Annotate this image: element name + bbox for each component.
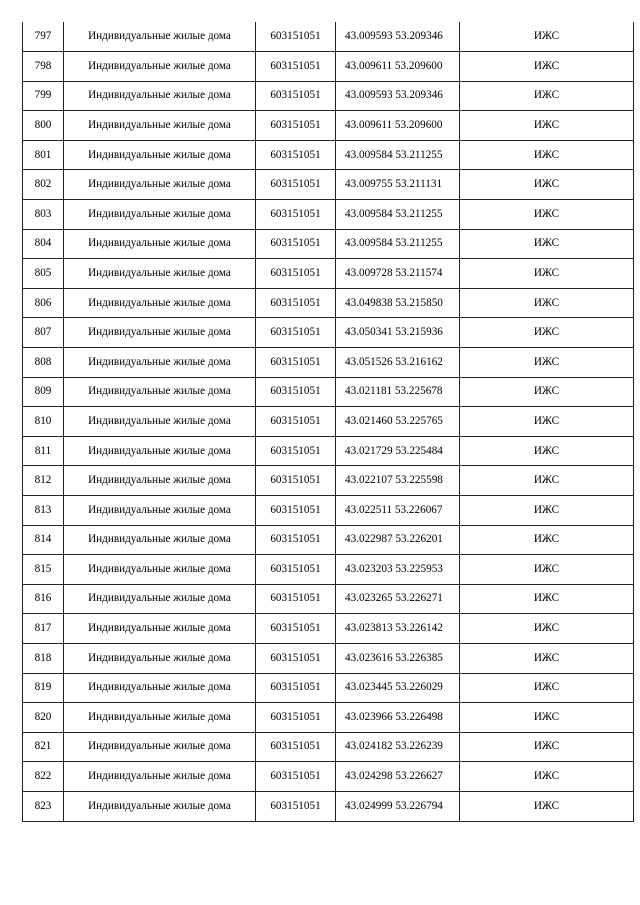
building-kind-cell: ИЖС	[460, 614, 634, 644]
table-row	[23, 288, 634, 318]
table-row	[23, 229, 634, 259]
building-kind-cell: ИЖС	[460, 259, 634, 289]
object-type-cell: Индивидуальные жилые дома	[64, 643, 256, 673]
object-type-cell: Индивидуальные жилые дома	[64, 673, 256, 703]
table-row	[23, 673, 634, 703]
table-row	[23, 81, 634, 111]
territory-code-cell: 603151051	[256, 170, 336, 200]
building-kind-cell: ИЖС	[460, 170, 634, 200]
table-row	[23, 140, 634, 170]
table-row	[23, 436, 634, 466]
row-number-cell: 797	[23, 22, 64, 52]
row-number-cell: 798	[23, 52, 64, 82]
row-number-cell: 808	[23, 348, 64, 378]
building-kind-cell: ИЖС	[460, 140, 634, 170]
row-number-cell: 817	[23, 614, 64, 644]
row-number-cell: 822	[23, 762, 64, 792]
coordinates-cell: 43.024298 53.226627	[336, 762, 460, 792]
territory-code-cell: 603151051	[256, 643, 336, 673]
territory-code-cell: 603151051	[256, 111, 336, 141]
building-kind-cell: ИЖС	[460, 496, 634, 526]
row-number-cell: 803	[23, 200, 64, 230]
building-kind-cell: ИЖС	[460, 703, 634, 733]
building-kind-cell: ИЖС	[460, 288, 634, 318]
territory-code-cell: 603151051	[256, 762, 336, 792]
object-type-cell: Индивидуальные жилые дома	[64, 111, 256, 141]
territory-code-cell: 603151051	[256, 140, 336, 170]
coordinates-cell: 43.009593 53.209346	[336, 81, 460, 111]
row-number-cell: 821	[23, 732, 64, 762]
building-kind-cell: ИЖС	[460, 229, 634, 259]
coordinates-cell: 43.050341 53.215936	[336, 318, 460, 348]
object-type-cell: Индивидуальные жилые дома	[64, 762, 256, 792]
table-row	[23, 318, 634, 348]
territory-code-cell: 603151051	[256, 81, 336, 111]
table-row	[23, 791, 634, 821]
territory-code-cell: 603151051	[256, 318, 336, 348]
row-number-cell: 807	[23, 318, 64, 348]
row-number-cell: 801	[23, 140, 64, 170]
object-type-cell: Индивидуальные жилые дома	[64, 466, 256, 496]
building-kind-cell: ИЖС	[460, 318, 634, 348]
coordinates-cell: 43.051526 53.216162	[336, 348, 460, 378]
coordinates-cell: 43.023813 53.226142	[336, 614, 460, 644]
row-number-cell: 820	[23, 703, 64, 733]
building-kind-cell: ИЖС	[460, 81, 634, 111]
object-type-cell: Индивидуальные жилые дома	[64, 348, 256, 378]
row-number-cell: 815	[23, 555, 64, 585]
territory-code-cell: 603151051	[256, 22, 336, 52]
building-kind-cell: ИЖС	[460, 348, 634, 378]
row-number-cell: 818	[23, 643, 64, 673]
territory-code-cell: 603151051	[256, 52, 336, 82]
coordinates-cell: 43.022511 53.226067	[336, 496, 460, 526]
object-type-cell: Индивидуальные жилые дома	[64, 229, 256, 259]
coordinates-cell: 43.009584 53.211255	[336, 140, 460, 170]
territory-code-cell: 603151051	[256, 288, 336, 318]
territory-code-cell: 603151051	[256, 584, 336, 614]
row-number-cell: 805	[23, 259, 64, 289]
table-row	[23, 703, 634, 733]
building-kind-cell: ИЖС	[460, 407, 634, 437]
object-type-cell: Индивидуальные жилые дома	[64, 22, 256, 52]
coordinates-cell: 43.022107 53.225598	[336, 466, 460, 496]
coordinates-cell: 43.023966 53.226498	[336, 703, 460, 733]
registry-table	[22, 22, 634, 822]
territory-code-cell: 603151051	[256, 732, 336, 762]
territory-code-cell: 603151051	[256, 791, 336, 821]
table-row	[23, 200, 634, 230]
coordinates-cell: 43.021729 53.225484	[336, 436, 460, 466]
table-row	[23, 111, 634, 141]
building-kind-cell: ИЖС	[460, 436, 634, 466]
object-type-cell: Индивидуальные жилые дома	[64, 407, 256, 437]
object-type-cell: Индивидуальные жилые дома	[64, 52, 256, 82]
coordinates-cell: 43.021460 53.225765	[336, 407, 460, 437]
territory-code-cell: 603151051	[256, 259, 336, 289]
building-kind-cell: ИЖС	[460, 762, 634, 792]
object-type-cell: Индивидуальные жилые дома	[64, 259, 256, 289]
object-type-cell: Индивидуальные жилые дома	[64, 703, 256, 733]
coordinates-cell: 43.022987 53.226201	[336, 525, 460, 555]
table-row	[23, 555, 634, 585]
object-type-cell: Индивидуальные жилые дома	[64, 81, 256, 111]
coordinates-cell: 43.023265 53.226271	[336, 584, 460, 614]
table-row	[23, 22, 634, 52]
table-row	[23, 643, 634, 673]
coordinates-cell: 43.009728 53.211574	[336, 259, 460, 289]
building-kind-cell: ИЖС	[460, 732, 634, 762]
building-kind-cell: ИЖС	[460, 791, 634, 821]
table-row	[23, 732, 634, 762]
table-row	[23, 377, 634, 407]
building-kind-cell: ИЖС	[460, 200, 634, 230]
coordinates-cell: 43.024182 53.226239	[336, 732, 460, 762]
object-type-cell: Индивидуальные жилые дома	[64, 170, 256, 200]
building-kind-cell: ИЖС	[460, 584, 634, 614]
object-type-cell: Индивидуальные жилые дома	[64, 732, 256, 762]
table-row	[23, 348, 634, 378]
table-row	[23, 584, 634, 614]
row-number-cell: 799	[23, 81, 64, 111]
territory-code-cell: 603151051	[256, 496, 336, 526]
table-row	[23, 466, 634, 496]
building-kind-cell: ИЖС	[460, 466, 634, 496]
coordinates-cell: 43.021181 53.225678	[336, 377, 460, 407]
territory-code-cell: 603151051	[256, 466, 336, 496]
row-number-cell: 823	[23, 791, 64, 821]
table-row	[23, 614, 634, 644]
object-type-cell: Индивидуальные жилые дома	[64, 584, 256, 614]
table-row	[23, 407, 634, 437]
coordinates-cell: 43.009584 53.211255	[336, 200, 460, 230]
coordinates-cell: 43.023445 53.226029	[336, 673, 460, 703]
object-type-cell: Индивидуальные жилые дома	[64, 525, 256, 555]
object-type-cell: Индивидуальные жилые дома	[64, 614, 256, 644]
coordinates-cell: 43.009755 53.211131	[336, 170, 460, 200]
building-kind-cell: ИЖС	[460, 52, 634, 82]
row-number-cell: 800	[23, 111, 64, 141]
object-type-cell: Индивидуальные жилые дома	[64, 288, 256, 318]
territory-code-cell: 603151051	[256, 555, 336, 585]
territory-code-cell: 603151051	[256, 200, 336, 230]
row-number-cell: 810	[23, 407, 64, 437]
table-row	[23, 525, 634, 555]
table-row	[23, 170, 634, 200]
object-type-cell: Индивидуальные жилые дома	[64, 377, 256, 407]
registry-table-body	[23, 22, 634, 821]
territory-code-cell: 603151051	[256, 407, 336, 437]
row-number-cell: 804	[23, 229, 64, 259]
coordinates-cell: 43.023616 53.226385	[336, 643, 460, 673]
row-number-cell: 814	[23, 525, 64, 555]
object-type-cell: Индивидуальные жилые дома	[64, 318, 256, 348]
territory-code-cell: 603151051	[256, 436, 336, 466]
object-type-cell: Индивидуальные жилые дома	[64, 436, 256, 466]
coordinates-cell: 43.009584 53.211255	[336, 229, 460, 259]
row-number-cell: 802	[23, 170, 64, 200]
building-kind-cell: ИЖС	[460, 555, 634, 585]
row-number-cell: 816	[23, 584, 64, 614]
table-row	[23, 52, 634, 82]
territory-code-cell: 603151051	[256, 525, 336, 555]
coordinates-cell: 43.009611 53.209600	[336, 111, 460, 141]
building-kind-cell: ИЖС	[460, 525, 634, 555]
territory-code-cell: 603151051	[256, 229, 336, 259]
territory-code-cell: 603151051	[256, 703, 336, 733]
territory-code-cell: 603151051	[256, 348, 336, 378]
row-number-cell: 812	[23, 466, 64, 496]
coordinates-cell: 43.009611 53.209600	[336, 52, 460, 82]
row-number-cell: 819	[23, 673, 64, 703]
territory-code-cell: 603151051	[256, 673, 336, 703]
object-type-cell: Индивидуальные жилые дома	[64, 555, 256, 585]
territory-code-cell: 603151051	[256, 377, 336, 407]
coordinates-cell: 43.024999 53.226794	[336, 791, 460, 821]
row-number-cell: 811	[23, 436, 64, 466]
object-type-cell: Индивидуальные жилые дома	[64, 496, 256, 526]
coordinates-cell: 43.009593 53.209346	[336, 22, 460, 52]
building-kind-cell: ИЖС	[460, 111, 634, 141]
row-number-cell: 813	[23, 496, 64, 526]
building-kind-cell: ИЖС	[460, 377, 634, 407]
coordinates-cell: 43.023203 53.225953	[336, 555, 460, 585]
territory-code-cell: 603151051	[256, 614, 336, 644]
coordinates-cell: 43.049838 53.215850	[336, 288, 460, 318]
building-kind-cell: ИЖС	[460, 22, 634, 52]
table-row	[23, 762, 634, 792]
table-row	[23, 259, 634, 289]
object-type-cell: Индивидуальные жилые дома	[64, 200, 256, 230]
building-kind-cell: ИЖС	[460, 643, 634, 673]
object-type-cell: Индивидуальные жилые дома	[64, 140, 256, 170]
table-row	[23, 496, 634, 526]
building-kind-cell: ИЖС	[460, 673, 634, 703]
row-number-cell: 809	[23, 377, 64, 407]
row-number-cell: 806	[23, 288, 64, 318]
object-type-cell: Индивидуальные жилые дома	[64, 791, 256, 821]
